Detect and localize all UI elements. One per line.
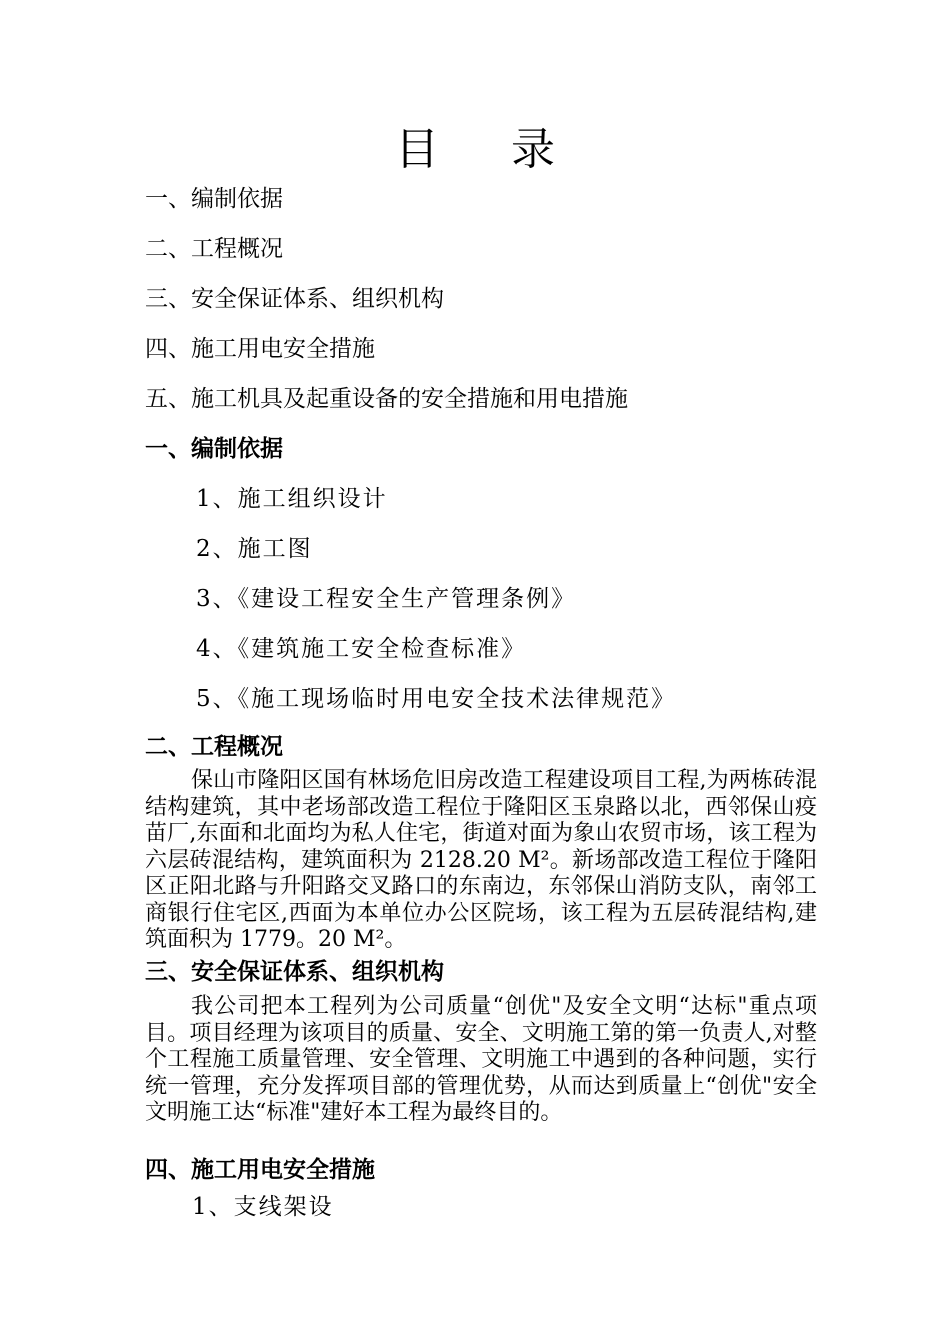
basis-item-5: 5、《施工现场临时用电安全技术法律规范》	[196, 686, 677, 712]
basis-item-4: 4、《建筑施工安全检查标准》	[196, 636, 527, 662]
page-title: 目录	[395, 124, 627, 175]
basis-item-2: 2、施工图	[196, 536, 313, 562]
section-heading-basis: 一、编制依据	[145, 436, 283, 462]
toc-item-4: 四、施工用电安全措施	[145, 336, 375, 362]
section-heading-electrical: 四、施工用电安全措施	[145, 1157, 375, 1183]
electrical-item-1: 1、支线架设	[192, 1194, 334, 1220]
basis-item-1: 1、施工组织设计	[196, 486, 388, 512]
basis-item-3: 3、《建设工程安全生产管理条例》	[196, 586, 577, 612]
safety-system-paragraph: 我公司把本工程列为公司质量“创优"及安全文明“达标"重点项目。项目经理为该项目的质量、安全、文明施工第的第一负责人,对整个工程施工质量管理、安全管理、文明施工中遇到的各种问题，实行统一管理，充分发挥项目部的管理优势，从而达到质量上“创优"安全文明施工达“标准"建好本工程为最终目的。	[145, 994, 817, 1125]
overview-paragraph: 保山市隆阳区国有林场危旧房改造工程建设项目工程,为两栋砖混结构建筑，其中老场部改造工程位于隆阳区玉泉路以北，西邻保山疫苗厂,东面和北面均为私人住宅，街道对面为象山农贸市场，该工程为六层砖混结构，建筑面积为 2128.20 M²。新场部改造工程位于隆阳区正阳北路与升阳路交叉路口的东南边，东邻保山消防支队，南邻工商银行住宅区,西面为本单位办公区院场，该工程为五层砖混结构,建筑面积为 1779。20 M²。	[145, 768, 817, 952]
section-heading-safety-system: 三、安全保证体系、组织机构	[145, 959, 444, 985]
toc-item-3: 三、安全保证体系、组织机构	[145, 286, 444, 312]
toc-item-5: 五、施工机具及起重设备的安全措施和用电措施	[145, 386, 628, 412]
toc-item-1: 一、编制依据	[145, 186, 283, 212]
toc-item-2: 二、工程概况	[145, 236, 283, 262]
section-heading-overview: 二、工程概况	[145, 734, 283, 760]
